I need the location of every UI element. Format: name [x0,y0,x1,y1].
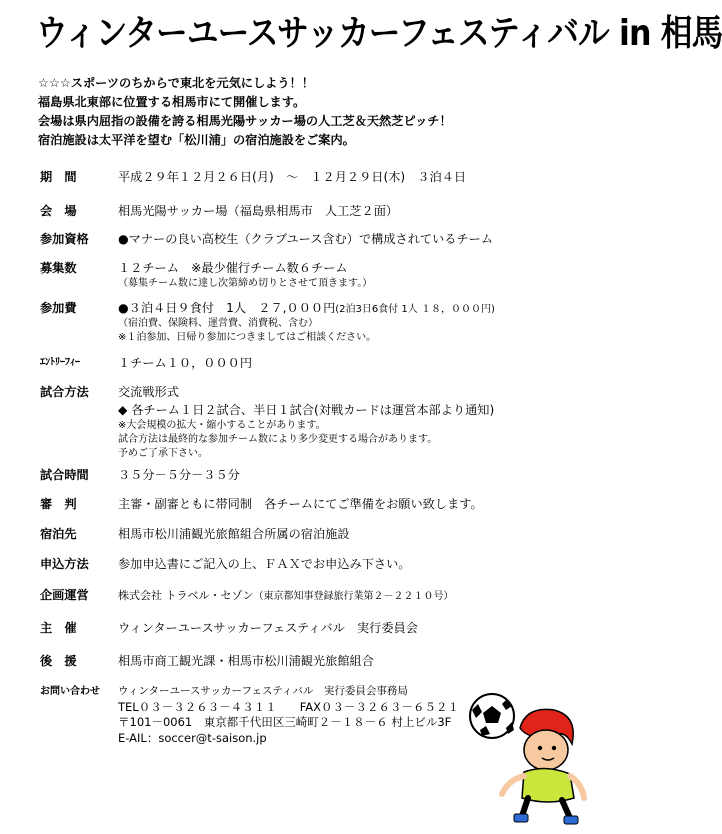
row-value [118,555,411,573]
value-suffix: （東京都知事登録旅行業第２－２２１０号） [253,591,454,602]
row-label: 審 判 [40,497,77,511]
row-label: 期 間 [40,170,77,184]
row-value [118,586,454,605]
intro-text [38,74,452,150]
intro-line: 会場は県内屈指の設備を誇る相馬光陽サッカー場の人工芝＆天然芝ピッチ！ [38,114,452,128]
row-label: 後 援 [40,654,77,668]
value-note: 予めご了承下さい。 [118,448,208,459]
page-title: ウィンターユースサッカーフェスティバル in 相馬 [36,13,722,54]
row-label: 参加費 [40,301,77,315]
value-line: ウィンターユースサッカーフェスティバル 実行委員会 [118,621,418,635]
value-line: ●３泊４日９食付 1人 ２７,０００円 [118,301,336,315]
value-line: ３５分－５分－３５分 [118,468,240,482]
row-value [118,495,483,513]
row-value [118,259,372,291]
row-value [118,202,398,220]
row-label: 主 催 [40,621,77,635]
row-label: 募集数 [40,261,77,275]
player-figure [502,709,584,824]
row-value [118,168,466,186]
contact-phone: TEL０３－３２６３－４３１１ FAX０３－３２６３－６５２１ [118,699,459,714]
row-value [118,299,495,345]
intro-line: 福島県北東部に位置する相馬市にて開催します。 [38,95,306,109]
row-label: 参加資格 [40,232,89,246]
contact-value [118,684,459,746]
value-line: 相馬市商工観光課・相馬市松川浦観光旅館組合 [118,654,374,668]
value-note: 試合方法は最終的な参加チーム数により多少変更する場合があります。 [118,434,438,445]
row-value [118,525,350,543]
value-line: 参加申込書にご記入の上、ＦＡＸでお申込み下さい。 [118,557,411,571]
row-value [118,230,493,248]
value-line: 相馬市松川浦観光旅館組合所属の宿泊施設 [118,527,350,541]
contact-label: お問い合わせ [40,686,100,697]
value-note: （募集チーム数に達し次第締め切りとさせて頂きます。） [118,278,373,289]
row-label: 試合時間 [40,468,89,482]
value-note: （宿泊費、保険料、運営費、消費税、含む） [118,318,318,329]
contact-line: ウィンターユースサッカーフェスティバル 実行委員会事務局 [118,685,408,697]
row-label: 企画運営 [40,588,89,602]
value-note: ※大会規模の拡大・縮小することがあります。 [118,420,326,431]
value-line: 相馬光陽サッカー場（福島県相馬市 人工芝２面） [118,204,399,218]
row-value [118,466,240,484]
contact-email[interactable]: E-AIL：soccer@t-saison.jp [118,730,267,745]
row-label: 会 場 [40,204,77,218]
soccer-player-illustration [462,688,592,828]
row-label: ｴﾝﾄﾘｰﾌｨｰ [40,357,80,368]
row-label: 試合方法 [40,385,89,399]
value-line: １２チーム ※最少催行チーム数６チーム [118,261,348,275]
value-line: 主審・副審ともに帯同制 各チームにてご準備をお願い致します。 [118,497,483,511]
row-value [118,354,252,372]
intro-line: 宿泊施設は太平洋を望む「松川浦」の宿泊施設をご案内。 [38,133,355,147]
intro-line: ☆☆☆スポーツのちからで東北を元気にしよう！！ [38,76,314,90]
row-value [118,383,494,461]
value-line: 交流戦形式 [118,385,179,399]
row-label: 宿泊先 [40,527,77,541]
value-line: ●マナーの良い高校生（クラブユース含む）で構成されているチーム [118,232,494,246]
value-line: １チーム１０，０００円 [118,356,253,370]
row-value [118,619,418,637]
value-suffix: (2泊3日6食付 1人 １８，０００円) [335,304,495,315]
soccer-ball-icon [470,694,514,738]
value-line: 平成２９年１２月２６日(月) ～ １２月２９日(木) ３泊４日 [118,170,467,184]
contact-address: 〒101－0061 東京都千代田区三崎町２－１８－６ 村上ビル3F [118,715,452,729]
value-note: ※１泊参加、日帰り参加につきましてはご相談ください。 [118,332,377,343]
row-label: 申込方法 [40,557,89,571]
value-line: ◆ 各チーム１日２試合、半日１試合(対戦カードは運営本部より通知) [118,403,495,417]
row-value [118,652,374,670]
value-line: 株式会社 トラベル・セゾン [118,589,254,602]
